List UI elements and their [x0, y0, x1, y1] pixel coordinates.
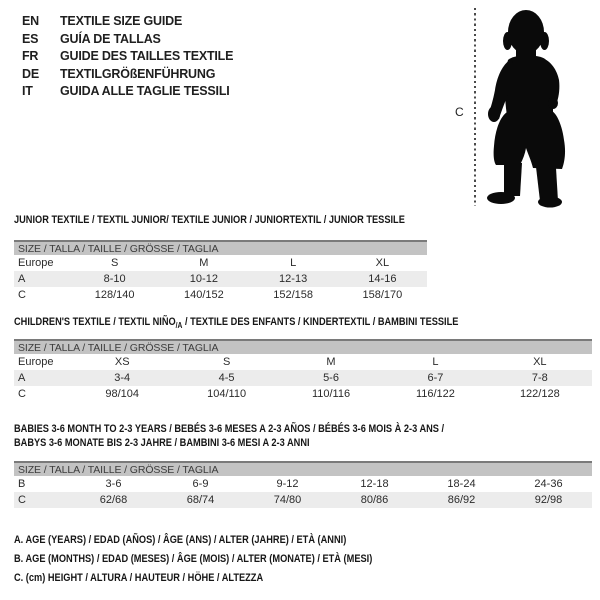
- size-cell: 7-8: [531, 372, 548, 384]
- size-cell: 4-5: [218, 372, 235, 384]
- size-cell: 12-13: [279, 273, 308, 285]
- language-title: TEXTILE SIZE GUIDE: [60, 14, 183, 28]
- table-row: [14, 476, 592, 492]
- language-list: [22, 13, 233, 101]
- size-cell: 3-4: [114, 372, 131, 384]
- size-cell: 18-24: [447, 478, 476, 490]
- size-cell: M: [326, 356, 336, 368]
- table-row: [14, 370, 592, 386]
- children-section-title: CHILDREN'S TEXTILE / TEXTIL $NIÑO_{/A}$ / TEXTILE DES ENFANTS / KINDERTEXTIL / BAMBINI TESSILE: [14, 316, 459, 331]
- size-cell: 116/122: [415, 388, 455, 400]
- size-cell: 9-12: [276, 478, 299, 490]
- language-row: [22, 13, 233, 31]
- row-label: Europe: [18, 356, 54, 368]
- measurement-legend: [14, 531, 441, 588]
- language-title: GUÍA DE TALLAS: [60, 31, 161, 46]
- row-label: A: [18, 273, 26, 285]
- children-size-table: [14, 339, 592, 402]
- baby-silhouette-icon: [482, 8, 568, 208]
- size-cell: XS: [114, 356, 130, 368]
- legend-line-c: C. (cm) HEIGHT / ALTURA / HAUTEUR / HÖHE / ALTEZZA: [14, 572, 264, 584]
- size-cell: S: [222, 356, 231, 368]
- size-cell: 3-6: [105, 478, 122, 490]
- size-cell: 92/98: [534, 494, 563, 506]
- size-cell: 80/86: [360, 494, 389, 506]
- row-label: B: [18, 478, 26, 490]
- table-row: [14, 255, 427, 271]
- size-cell: XL: [533, 356, 547, 368]
- height-measure-label: C: [455, 105, 464, 119]
- language-code: FR: [22, 49, 39, 64]
- size-cell: L: [290, 257, 297, 269]
- size-cell: 86/92: [447, 494, 476, 506]
- table-row: [14, 492, 592, 508]
- size-cell: 104/110: [207, 388, 247, 400]
- size-cell: 14-16: [368, 273, 397, 285]
- junior-size-table: [14, 240, 427, 303]
- size-cell: 6-7: [427, 372, 444, 384]
- language-code: IT: [22, 84, 33, 99]
- size-cell: 158/170: [362, 289, 403, 301]
- language-title: TEXTILGRÖßENFÜHRUNG: [60, 66, 216, 81]
- size-cell: 6-9: [192, 478, 209, 490]
- table-row: [14, 271, 427, 287]
- table-header: SIZE / TALLA / TAILLE / GRÖSSE / TAGLIA: [14, 339, 592, 354]
- size-cell: XL: [375, 257, 390, 269]
- language-code: DE: [22, 66, 39, 81]
- language-row: [22, 31, 233, 49]
- size-cell: L: [432, 356, 439, 368]
- height-measure-dotted-line: [474, 8, 476, 206]
- size-cell: 98/104: [105, 388, 140, 400]
- size-cell: 5-6: [323, 372, 339, 384]
- table-row: [14, 287, 427, 303]
- size-cell: S: [110, 257, 119, 269]
- table-row: [14, 354, 592, 370]
- language-row: [22, 66, 233, 84]
- babies-size-table: [14, 461, 592, 508]
- row-label: A: [18, 372, 26, 384]
- row-label: Europe: [18, 257, 54, 269]
- size-cell: 62/68: [99, 494, 128, 506]
- size-cell: 24-36: [534, 478, 563, 490]
- size-cell: 128/140: [94, 289, 135, 301]
- size-cell: 68/74: [186, 494, 215, 506]
- legend-line-b: B. AGE (MONTHS) / EDAD (MESES) / ÂGE (MOIS) / ALTER (MONATE) / ETÀ (MESI): [14, 553, 373, 565]
- row-label: C: [18, 388, 26, 400]
- table-row: [14, 386, 592, 402]
- language-row: [22, 83, 233, 101]
- language-code: ES: [22, 31, 39, 46]
- language-title: GUIDA ALLE TAGLIE TESSILI: [60, 84, 230, 99]
- babies-section-title-line1: BABIES 3-6 MONTH TO 2-3 YEARS / BEBÉS 3-6 MESES A 2-3 AÑOS / BÉBÉS 3-6 MOIS À 2-3 ANS /: [14, 423, 445, 435]
- row-label: C: [18, 289, 26, 301]
- table-header: SIZE / TALLA / TAILLE / GRÖSSE / TAGLIA: [14, 461, 592, 476]
- size-cell: 110/116: [311, 388, 351, 400]
- size-cell: M: [199, 257, 209, 269]
- junior-section-title: JUNIOR TEXTILE / TEXTIL JUNIOR/ TEXTILE JUNIOR / JUNIORTEXTIL / JUNIOR TESSILE: [14, 214, 405, 226]
- legend-line-a: A. AGE (YEARS) / EDAD (AÑOS) / ÂGE (ANS) / ALTER (JAHRE) / ETÀ (ANNI): [14, 534, 347, 546]
- size-cell: 122/128: [519, 388, 560, 400]
- title-subscript: /A: [175, 321, 183, 331]
- language-code: EN: [22, 14, 39, 28]
- size-cell: 152/158: [273, 289, 313, 301]
- size-cell: 8-10: [103, 273, 126, 285]
- size-cell: 10-12: [189, 273, 218, 285]
- size-cell: 12-18: [360, 478, 389, 490]
- table-header: SIZE / TALLA / TAILLE / GRÖSSE / TAGLIA: [14, 240, 427, 255]
- babies-section-title-line2: BABYS 3-6 MONATE BIS 2-3 JAHRE / BAMBINI 3-6 MESI A 2-3 ANNI: [14, 437, 310, 449]
- size-cell: 74/80: [273, 494, 302, 506]
- size-cell: 140/152: [183, 289, 224, 301]
- row-label: C: [18, 494, 26, 506]
- language-row: [22, 48, 233, 66]
- language-title: GUIDE DES TAILLES TEXTILE: [60, 49, 234, 64]
